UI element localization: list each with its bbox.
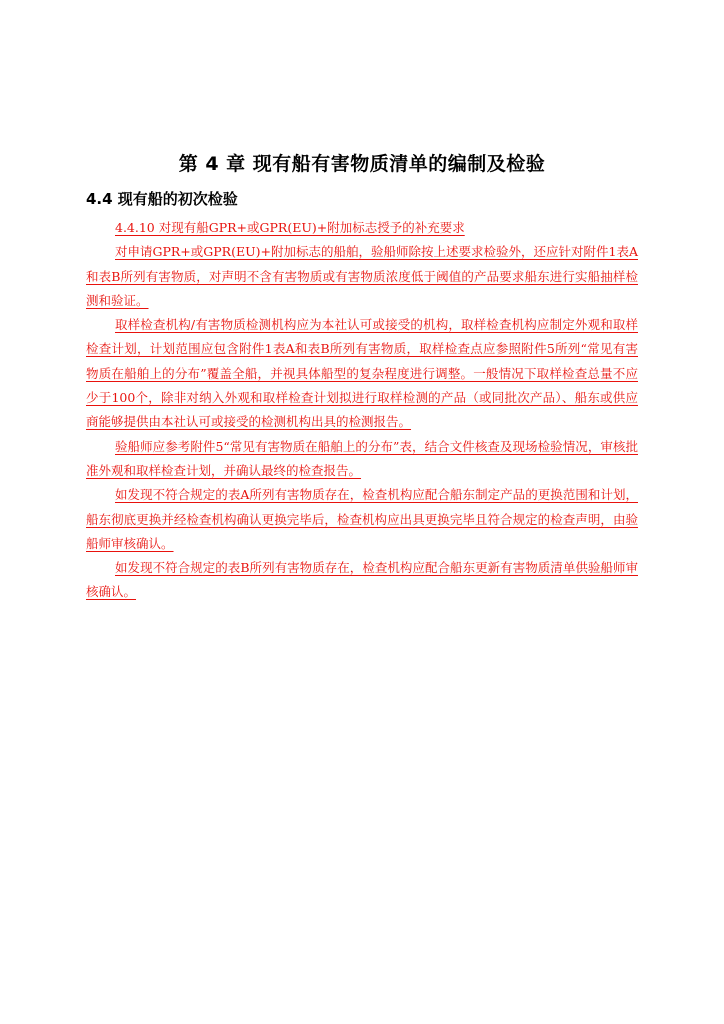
subsection-title-text: 4.4.10 对现有船GPR+或GPR(EU)+附加标志授予的补充要求	[115, 220, 465, 235]
paragraph-4	[86, 483, 638, 556]
paragraph-5	[86, 556, 638, 605]
paragraph-3-text: 验船师应参考附件5“常见有害物质在船舶上的分布”表，结合文件核查及现场检验情况，审核批准外观和取样检查计划，并确认最终的检查报告。	[86, 438, 638, 478]
paragraph-3	[86, 435, 638, 484]
paragraph-2-text: 取样检查机构/有害物质检测机构应为本社认可或接受的机构，取样检查机构应制定外观和取样检查计划，计划范围应包含附件1表A和表B所列有害物质，取样检查点应参照附件5所列“常见有害物质在船舶上的分布”覆盖全船，并视具体船型的复杂程度进行调整。一般情况下取样检查总量不应少于100个，除非对纳入外观和取样检查计划拟进行取样检测的产品（或同批次产品）、船东或供应商能够提供由本社认可或接受的检测机构出具的检测报告。	[86, 317, 638, 430]
paragraph-1	[86, 240, 638, 313]
chapter-title: 第 4 章 现有船有害物质清单的编制及检验	[178, 153, 546, 175]
paragraph-5-text: 如发现不符合规定的表B所列有害物质存在，检查机构应配合船东更新有害物质清单供验船师审核确认。	[86, 560, 638, 600]
subsection-title	[115, 216, 638, 240]
paragraph-1-text: 对申请GPR+或GPR(EU)+附加标志的船舶，验船师除按上述要求检验外，还应针对附件1表A和表B所列有害物质，对声明不含有害物质或有害物质浓度低于阈值的产品要求船东进行实船抽样检测和验证。	[86, 244, 638, 308]
document-body	[86, 216, 638, 605]
section-title: 4.4 现有船的初次检验	[86, 190, 238, 208]
paragraph-2	[86, 313, 638, 434]
paragraph-4-text: 如发现不符合规定的表A所列有害物质存在，检查机构应配合船东制定产品的更换范围和计划，船东彻底更换并经检查机构确认更换完毕后，检查机构应出具更换完毕且符合规定的检查声明，由验船师审核确认。	[86, 487, 638, 551]
